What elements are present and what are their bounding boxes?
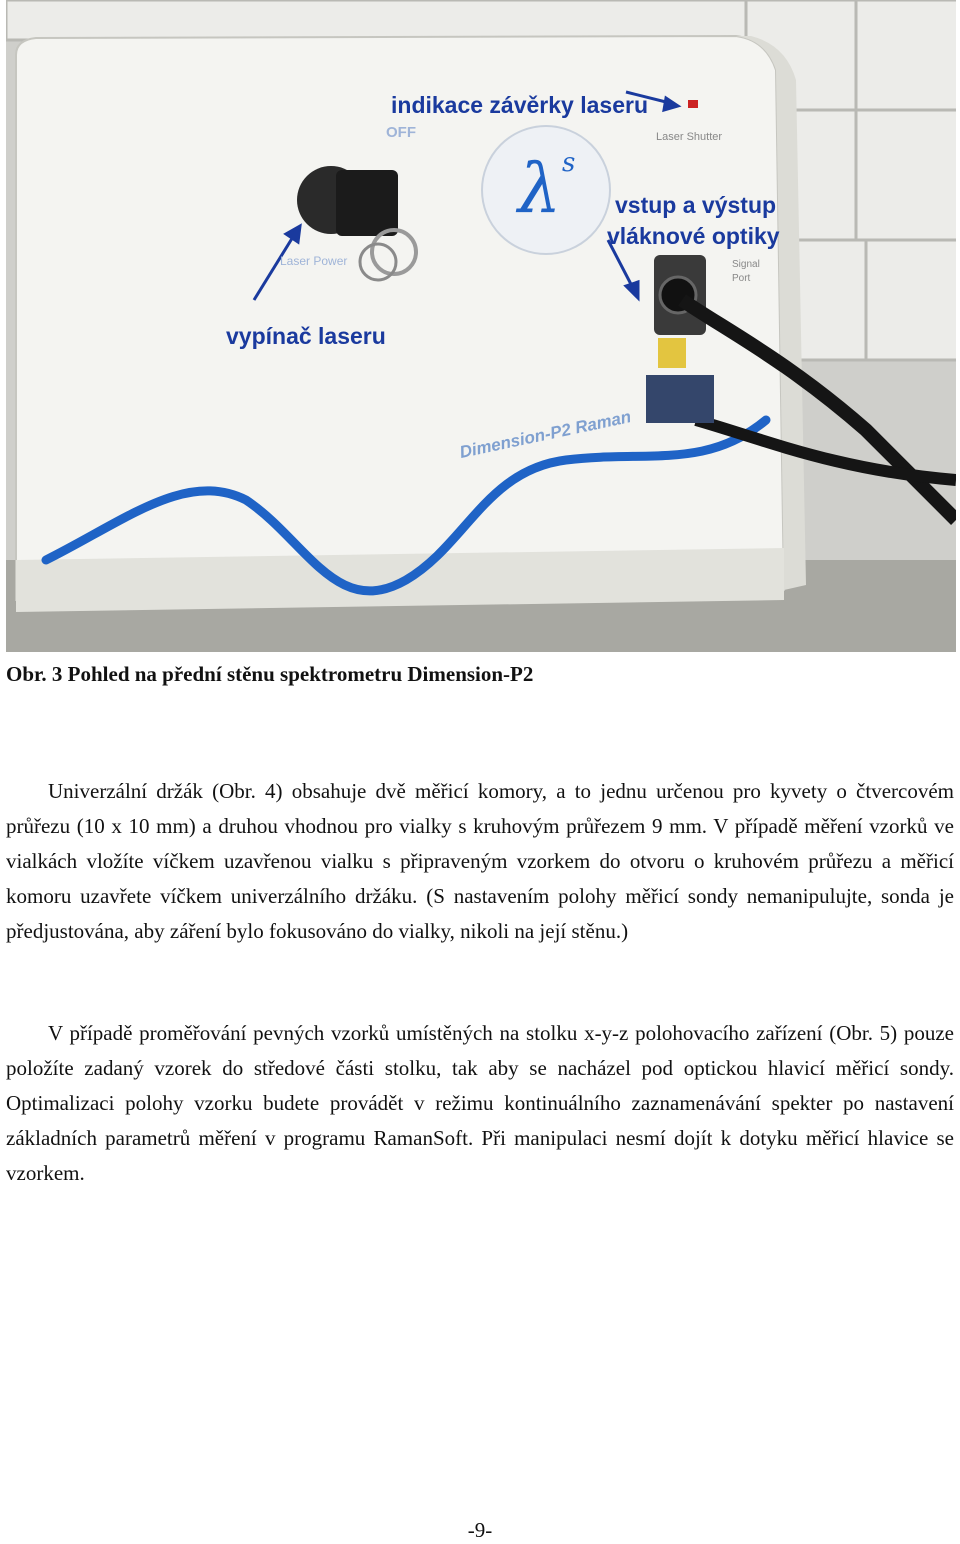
device-laser-power-text: Laser Power <box>280 254 348 268</box>
spectrometer-photo <box>6 0 956 652</box>
connector-plate <box>646 375 714 423</box>
device-off-text: OFF <box>386 124 416 141</box>
key <box>336 170 398 236</box>
figure-caption: Obr. 3 Pohled na přední stěnu spektrometru Dimension-P2 <box>6 662 534 686</box>
device-signal-text: Signal Port <box>732 259 760 284</box>
label-fiber-line1: vstup a výstup <box>615 192 777 218</box>
label-switch: vypínač laseru <box>226 323 386 349</box>
device-brand-text: Dimension-P2 Raman <box>457 407 633 462</box>
warning-label <box>658 338 686 368</box>
device-laser-shutter-text: Laser Shutter <box>656 131 723 143</box>
paragraph-2: V případě proměřování pevných vzorků umístěných na stolku x-y-z polohovacího zařízení (Obr. 5) pouze položíte zadaný vzorek do středové části stolku, tak aby se nacházel pod optickou hlavicí měřicí sondy. Optimalizaci polohy vzorku budete provádět v režimu kontinuálního zaznamenávání spekter po nastavení základních parametrů měření v programu RamanSoft. Při manipulaci nesmí dojít k dotyku měřicí hlavice se vzorkem. <box>6 1021 954 1185</box>
paragraph-1: Univerzální držák (Obr. 4) obsahuje dvě měřicí komory, a to jednu určenou pro kyvety o čtvercovém průřezu (10 x 10 mm) a druhou vhodnou pro vialky s kruhovým průřezem 9 mm. V případě měření vzorků ve vialkách vložíte víčkem uzavřenou vialku s připraveným vzorkem do otvoru o kruhovém průřezu a měřicí komoru uzavřete víčkem univerzálního držáku. (S nastavením polohy měřicí sondy nemanipulujte, sonda je předjustována, aby záření bylo fokusováno do vialky, nikoli na její stěnu.) <box>6 779 954 943</box>
shutter-led <box>688 100 698 108</box>
logo-superscript: s <box>562 148 576 178</box>
page-number: -9- <box>467 1518 493 1542</box>
label-fiber-line2: vláknové optiky <box>607 223 780 249</box>
lambda-logo: λ <box>518 150 562 229</box>
label-shutter: indikace závěrky laseru <box>391 92 648 118</box>
